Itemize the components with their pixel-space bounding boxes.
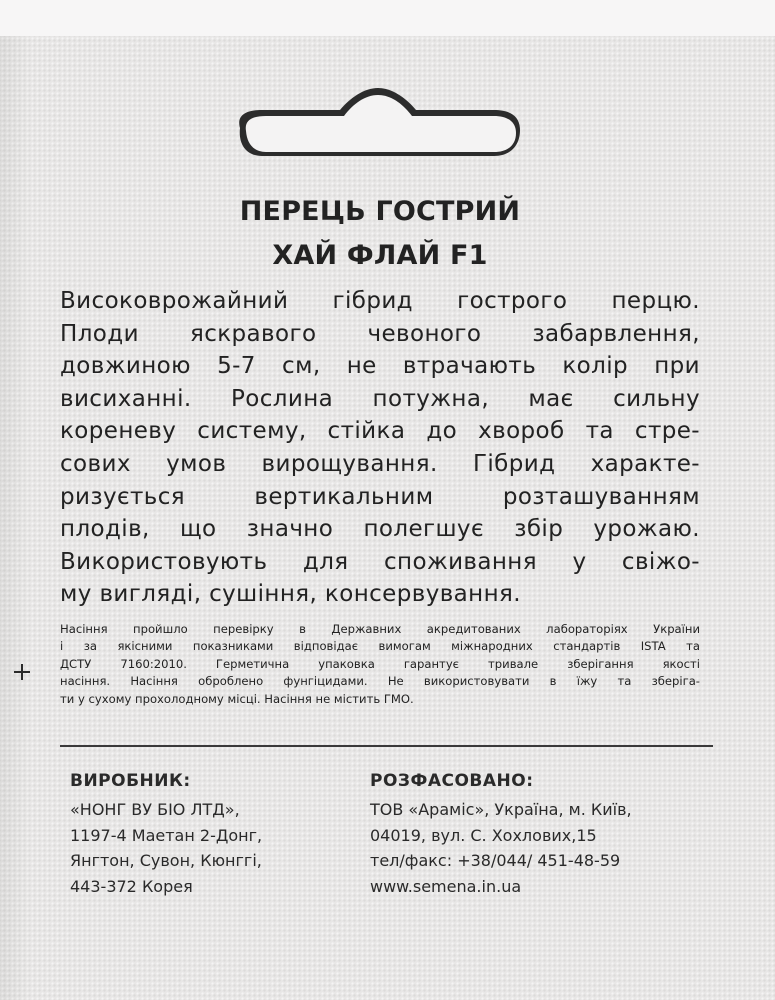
notice-line: ти у сухому прохолодному місці. Насіння не містить ГМО. (60, 691, 414, 706)
manufacturer-line: «НОНГ ВУ БІО ЛТД», (70, 800, 240, 819)
section-divider (60, 745, 713, 747)
description-line: кореневу систему, стійка до хвороб та стре- (60, 418, 700, 445)
description-line: Плоди яскравого чевоного забарвлення, (60, 320, 700, 347)
manufacturer-line: 443-372 Корея (70, 876, 193, 896)
product-description (60, 285, 700, 611)
packager-line: ТОВ «Араміс», Україна, м. Київ, (370, 800, 632, 819)
quality-notice (60, 621, 700, 708)
notice-line: насіння. Насіння оброблено фунгіцидами. Не використовувати в їжу та зберіга- (60, 674, 700, 689)
description-line: довжиною 5-7 см, не втрачають колір при (60, 353, 700, 380)
description-line: Високоврожайний гібрид гострого перцю. (60, 288, 700, 314)
manufacturer-heading: ВИРОБНИК: (70, 771, 191, 791)
packager-line: 04019, вул. С. Хохлових,15 (370, 825, 597, 845)
packager-block (370, 768, 730, 899)
manufacturer-line: Янгтон, Сувон, Кюнггі, (70, 851, 262, 870)
manufacturer-line: 1197-4 Маетан 2-Донг, (70, 825, 263, 845)
packager-heading: РОЗФАСОВАНО: (370, 771, 534, 791)
website-link: www.semena.in.ua (370, 876, 522, 896)
notice-line: ДСТУ 7160:2010. Герметична упаковка гарантує тривале зберігання якості (60, 656, 700, 671)
description-line: висиханні. Рослина потужна, має сильну (60, 385, 700, 412)
description-line: плодів, що значно полегшує збір урожаю. (60, 516, 700, 543)
product-title-line-1: ПЕРЕЦЬ ГОСТРИЙ (239, 196, 521, 227)
product-title-line-2: ХАЙ ФЛАЙ F1 (272, 240, 488, 271)
description-line: ризується вертикальним розташуванням (60, 483, 700, 510)
hang-hole-icon (232, 84, 524, 162)
manufacturer-block (70, 768, 350, 899)
plus-icon (11, 661, 33, 683)
notice-line: Насіння пройшло перевірку в Державних акредитованих лабораторіях України (60, 621, 700, 636)
packager-line: тел/факс: +38/044/ 451-48-59 (370, 851, 621, 870)
description-line: Використовують для споживання у свіжо- (60, 548, 700, 575)
main-content (60, 190, 700, 708)
description-line: му вигляді, сушіння, консервування. (60, 581, 521, 608)
packet-shade (0, 36, 30, 1000)
notice-line: і за якісними показниками відповідає вимогам міжнародних стандартів ISTA та (60, 639, 700, 654)
description-line: сових умов вирощування. Гібрид характе- (60, 450, 700, 477)
